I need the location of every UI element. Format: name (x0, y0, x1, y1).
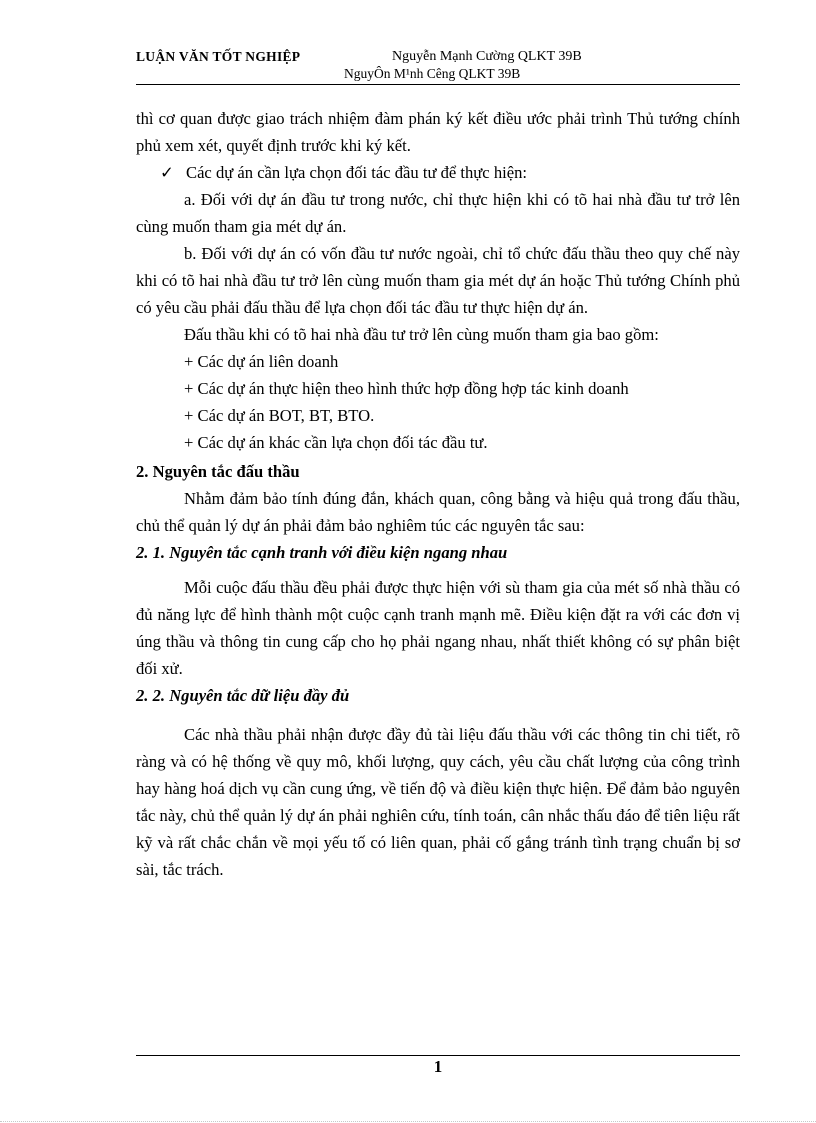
list-item: + Các dự án thực hiện theo hình thức hợp đồng hợp tác kinh doanh (184, 379, 629, 398)
subsection-heading-2-2: 2. 2. Nguyên tắc dữ liệu đầy đủ (136, 686, 350, 705)
subsection-2-1-paragraph: Mỗi cuộc đấu thầu đều phải được thực hiện với sù tham gia của mét số nhà thầu có đủ năng lực để hình thành một cuộc cạnh tranh mạnh mẽ. Điều kiện đặt ra với các đơn vị úng thầu và thông tin cung cấp cho họ phải ngang nhau, nhất thiết không có sự phân biệt đối xử. (136, 578, 740, 678)
footer-rule (136, 1055, 740, 1056)
paragraph-continuation: thì cơ quan được giao trách nhiệm đàm phán ký kết điều ước phải trình Thủ tướng chính phủ xem xét, quyết định trước khi ký kết. (136, 109, 740, 155)
paragraph-a: a. Đối với dự án đầu tư trong nước, chỉ thực hiện khi có tõ hai nhà đầu tư trở lên cùng muốn tham gia mét dự án. (136, 190, 740, 236)
page-bottom-border (0, 1121, 816, 1122)
header-title: LUẬN VĂN TỐT NGHIỆP (136, 49, 301, 64)
list-item: + Các dự án BOT, BT, BTO. (184, 406, 375, 425)
document-body (136, 105, 740, 883)
subsection-2-2-paragraph: Các nhà thầu phải nhận được đầy đủ tài liệu đấu thầu với các thông tin chi tiết, rõ ràng và có hệ thống về quy mô, khối lượng, quy cách, yêu cầu chất lượng của công trình hay hàng hoá dịch vụ cần cung ứng, về tiến độ và điều kiện thực hiện. Để đảm bảo nguyên tắc này, chủ thể quản lý dự án phải nghiên cứu, tính toán, cân nhắc thấu đáo để tiên liệu rất kỹ và rất chắc chắn về mọi yếu tố có liên quan, phải cố gắng tránh tình trạng chuẩn bị sơ sài, tắc trách. (136, 725, 740, 879)
checklist-item (136, 159, 740, 186)
subsection-heading-2-1: 2. 1. Nguyên tắc cạnh tranh với điều kiện ngang nhau (136, 543, 508, 562)
header-rule (136, 84, 740, 85)
list-intro: Đấu thầu khi có tõ hai nhà đầu tư trở lên cùng muốn tham gia bao gồm: (184, 325, 659, 344)
list-item: + Các dự án liên doanh (184, 352, 339, 371)
checklist-item-text: Các dự án cần lựa chọn đối tác đầu tư để thực hiện: (186, 163, 527, 182)
header-author-1: Nguyễn Mạnh Cường QLKT 39B (392, 49, 582, 64)
header-author-2: NguyÔn M¹nh Cêng QLKT 39B (344, 66, 521, 81)
section-2-paragraph: Nhằm đảm bảo tính đúng đắn, khách quan, công bằng và hiệu quả trong đấu thầu, chủ thể quản lý dự án phải đảm bảo nghiêm túc các nguyên tắc sau: (136, 489, 740, 535)
list-item: + Các dự án khác cần lựa chọn đối tác đầu tư. (184, 433, 488, 452)
checkmark-icon: ✓ (160, 163, 174, 182)
section-heading-2: 2. Nguyên tắc đấu thầu (136, 462, 300, 481)
page-header (136, 46, 740, 86)
page-number: 1 (433, 1057, 443, 1076)
paragraph-b: b. Đối với dự án có vốn đầu tư nước ngoài, chỉ tổ chức đấu thầu theo quy chế này khi có tõ hai nhà đầu tư trở lên cùng muốn tham gia mét dự án hoặc Thủ tướng Chính phủ có yêu cầu phải đấu thầu để lựa chọn đối tác đầu tư thực hiện dự án. (136, 244, 740, 317)
